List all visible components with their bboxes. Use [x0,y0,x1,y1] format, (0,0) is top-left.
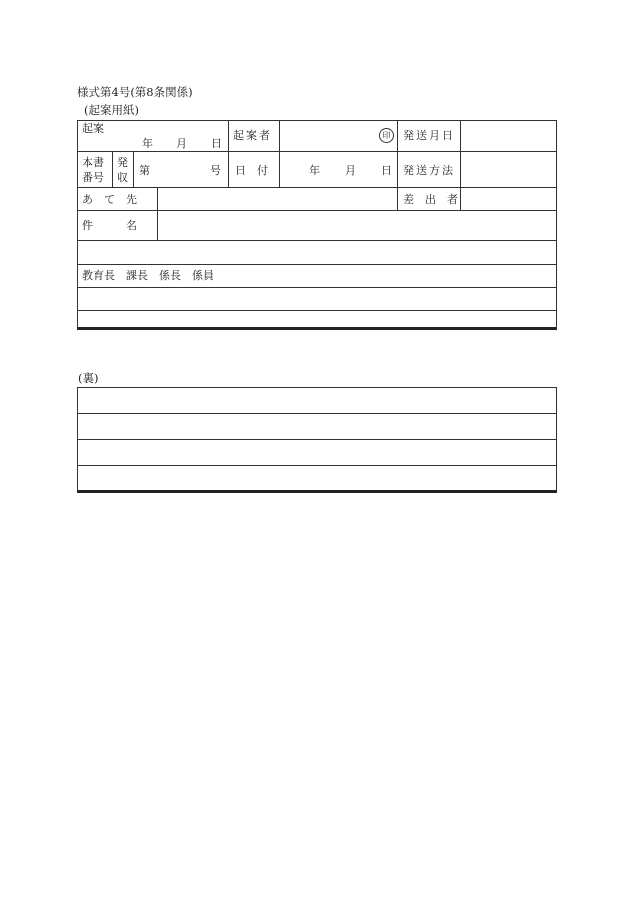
back-row-divider [77,465,556,466]
draft-year: 年 [142,137,153,150]
front-col-divider [157,187,158,240]
date-label: 日 付 [235,164,268,177]
draft-day: 日 [211,137,222,150]
front-border-left [77,120,78,329]
receive-label: 収 [117,171,128,184]
number-prefix: 第 [139,164,150,177]
back-row-divider [77,413,556,414]
front-border-right [556,120,557,329]
front-col-divider [397,120,398,210]
front-row-divider [77,210,556,211]
seal-icon: 印 [379,128,394,143]
draft-month: 月 [176,137,187,150]
number-suffix: 号 [210,164,221,177]
front-row-divider [77,310,556,311]
draft-label: 起案 [82,122,104,135]
drafter-label: 起案者 [233,129,272,142]
front-border-top [77,120,556,121]
front-row-divider [77,287,556,288]
sender-label: 差 出 者 [403,193,458,206]
back-row-divider [77,439,556,440]
front-row-divider [77,151,556,152]
document-number-label-line2: 番号 [82,171,104,184]
send-method-label: 発送方法 [403,164,455,177]
date-year: 年 [309,164,320,177]
back-border-left [77,387,78,492]
approvers-label: 教育長 課長 係長 係員 [82,269,214,282]
back-border-bottom [77,490,557,493]
send-label: 発 [117,156,128,169]
document-number-label-line1: 本書 [82,156,104,169]
front-border-bottom [77,327,557,330]
front-col-divider [133,151,134,187]
front-col-divider [228,120,229,187]
date-day: 日 [381,164,392,177]
subject-label: 件 名 [82,219,137,232]
front-col-divider [112,151,113,187]
form-subtitle: (起案用紙) [84,103,139,117]
back-form-label: (裏) [78,371,99,385]
front-row-divider [77,187,556,188]
form-title: 様式第4号(第8条関係) [77,85,193,99]
back-border-right [556,387,557,492]
addressee-label: あ て 先 [82,193,137,206]
send-date-label: 発送月日 [403,129,455,142]
date-month: 月 [345,164,356,177]
front-col-divider [279,120,280,187]
front-row-divider [77,264,556,265]
back-border-top [77,387,556,388]
front-col-divider [460,120,461,210]
front-row-divider [77,240,556,241]
